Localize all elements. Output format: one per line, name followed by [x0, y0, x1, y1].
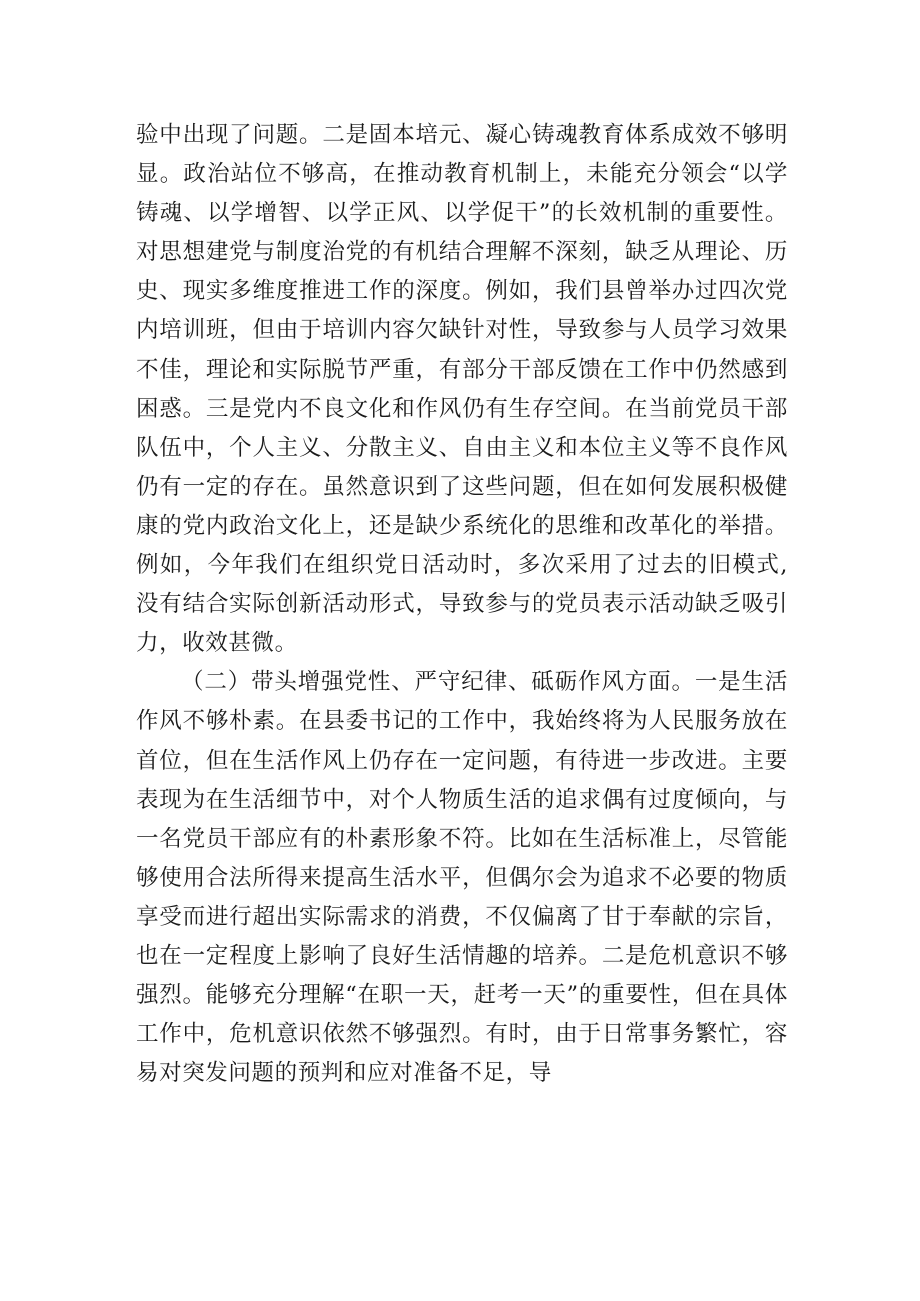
paragraph-1: 验中出现了问题。二是固本培元、凝心铸魂教育体系成效不够明显。政治站位不够高，在推动教育机制上，未能充分领会“以学铸魂、以学增智、以学正风、以学促干”的长效机制的重要性。对思想建党与制度治党的有机结合理解不深刻，缺乏从理论、历史、现实多维度推进工作的深度。例如，我们县曾举办过四次党内培训班，但由于培训内容欠缺针对性，导致参与人员学习效果不佳，理论和实际脱节严重，有部分干部反馈在工作中仍然感到困惑。三是党内不良文化和作风仍有生存空间。在当前党员干部队伍中，个人主义、分散主义、自由主义和本位主义等不良作风仍有一定的存在。虽然意识到了这些问题，但在如何发展积极健康的党内政治文化上，还是缺少系统化的思维和改革化的举措。例如，今年我们在组织党日活动时，多次采用了过去的旧模式,没有结合实际创新活动形式，导致参与的党员表示活动缺乏吸引力，收效甚微。	[136, 122, 788, 657]
paragraph-2: （二）带头增强党性、严守纪律、砥砺作风方面。一是生活作风不够朴素。在县委书记的工作中，我始终将为人民服务放在首位，但在生活作风上仍存在一定问题，有待进一步改进。主要表现为在生活细节中，对个人物质生活的追求偶有过度倾向，与一名党员干部应有的朴素形象不符。比如在生活标准上，尽管能够使用合法所得来提高生活水平，但偶尔会为追求不必要的物质享受而进行超出实际需求的消费，不仅偏离了甘于奉献的宗旨，也在一定程度上影响了良好生活情趣的培养。二是危机意识不够强烈。能够充分理解“在职一天，赶考一天”的重要性，但在具体工作中，危机意识依然不够强烈。有时，由于日常事务繁忙，容易对突发问题的预判和应对准备不足，导	[136, 669, 788, 1087]
document-body	[136, 116, 788, 1093]
